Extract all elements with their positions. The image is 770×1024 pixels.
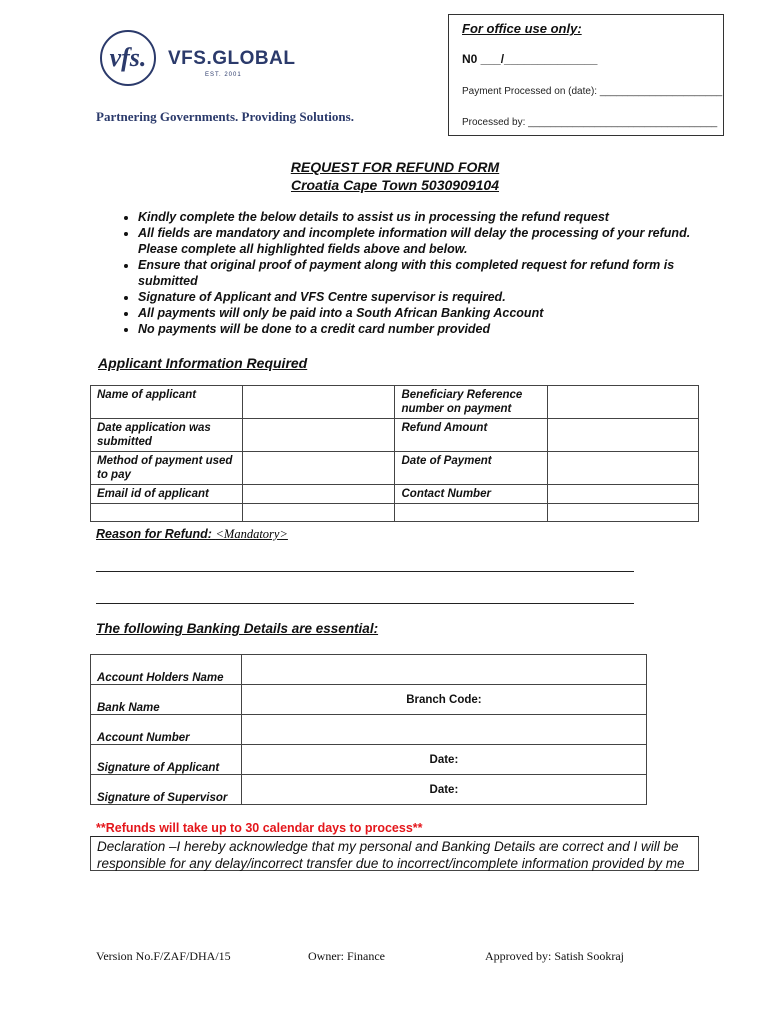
bank-name-label: Bank Name (91, 685, 242, 715)
empty-cell[interactable] (548, 504, 699, 522)
declaration-text: Declaration –I hereby acknowledge that my personal and Banking Details are correct and I will be responsible for any delay/incorrect transfer due to incorrect/incomplete information provided by me (90, 836, 699, 871)
instruction-item: • No payments will be done to a credit card number provided (138, 321, 718, 337)
reason-line-1[interactable] (96, 571, 634, 572)
vfs-logo-est: EST. 2001 (205, 72, 242, 78)
instruction-item: • All fields are mandatory and incomplete information will delay the processing of your refund. Please complete all highlighted fields above and below. (138, 225, 718, 257)
payment-date-label: Date of Payment (395, 452, 548, 485)
signature-applicant-label: Signature of Applicant (91, 745, 242, 775)
branch-code-label: Branch Code: (406, 693, 482, 706)
account-holder-label: Account Holders Name (91, 655, 242, 685)
applicant-date-cell[interactable] (241, 745, 646, 775)
supervisor-date-cell[interactable] (241, 775, 646, 805)
contact-label: Contact Number (395, 485, 548, 504)
date-submitted-label: Date application was submitted (91, 419, 243, 452)
footer-owner: Owner: Finance (308, 949, 385, 963)
payment-processed-date-field[interactable]: Payment Processed on (date): ______________________ (462, 86, 723, 97)
form-subtitle: Croatia Cape Town 5030909104 (290, 177, 500, 193)
applicant-section-title: Applicant Information Required (98, 355, 308, 371)
beneficiary-label: Beneficiary Reference number on payment (395, 386, 548, 419)
vfs-logo-mark: vfs. (100, 30, 156, 86)
email-input-cell[interactable] (242, 485, 395, 504)
contact-value-cell[interactable] (395, 504, 548, 522)
instruction-item: • All payments will only be paid into a South African Banking Account (138, 305, 718, 321)
branch-code-cell[interactable] (241, 685, 646, 715)
reason-line-2[interactable] (96, 603, 634, 604)
reason-label: Reason for Refund: (96, 527, 212, 541)
account-number-label: Account Number (91, 715, 242, 745)
applicant-info-table (90, 385, 699, 522)
footer-version: Version No.F/ZAF/DHA/15 (96, 949, 231, 963)
supervisor-date-label: Date: (429, 783, 459, 796)
beneficiary-input-cell[interactable] (548, 386, 699, 419)
instruction-item: • Signature of Applicant and VFS Centre supervisor is required. (138, 289, 718, 305)
instructions-list (116, 209, 718, 337)
applicant-date-label: Date: (429, 753, 459, 766)
footer-approved-by: Approved by: Satish Sookraj (485, 949, 624, 963)
vfs-logo-name: VFS.GLOBAL (168, 48, 296, 69)
account-number-input-cell[interactable] (241, 715, 646, 745)
name-input-cell[interactable] (242, 386, 395, 419)
contact-input-cell[interactable] (548, 485, 699, 504)
reason-for-refund (96, 527, 288, 542)
email-label: Email id of applicant (91, 485, 243, 504)
account-holder-input-cell[interactable] (241, 655, 646, 685)
date-submitted-input-cell[interactable] (242, 419, 395, 452)
refund-amount-input-cell[interactable] (548, 419, 699, 452)
tagline: Partnering Governments. Providing Solutions. (96, 109, 354, 124)
refund-timeline-note: **Refunds will take up to 30 calendar days to process** (96, 821, 423, 835)
banking-section-title: The following Banking Details are essential: (96, 621, 379, 636)
payment-method-input-cell[interactable] (242, 452, 395, 485)
email-value-cell[interactable] (91, 504, 243, 522)
payment-date-input-cell[interactable] (548, 452, 699, 485)
office-reference-number-field[interactable]: N0 ___/______________ (462, 52, 598, 66)
office-use-title: For office use only: (462, 21, 582, 36)
empty-cell[interactable] (242, 504, 395, 522)
mandatory-marker: <Mandatory> (215, 527, 288, 541)
payment-method-label: Method of payment used to pay (91, 452, 243, 485)
refund-amount-label: Refund Amount (395, 419, 548, 452)
processed-by-field[interactable]: Processed by: __________________________________ (462, 117, 718, 128)
instruction-item: • Ensure that original proof of payment along with this completed request for refund form is submitted (138, 257, 718, 289)
form-title: REQUEST FOR REFUND FORM (290, 159, 500, 175)
instruction-item: • Kindly complete the below details to assist us in processing the refund request (138, 209, 718, 225)
name-label: Name of applicant (91, 386, 243, 419)
banking-details-table (90, 654, 647, 805)
signature-supervisor-label: Signature of Supervisor (91, 775, 242, 805)
